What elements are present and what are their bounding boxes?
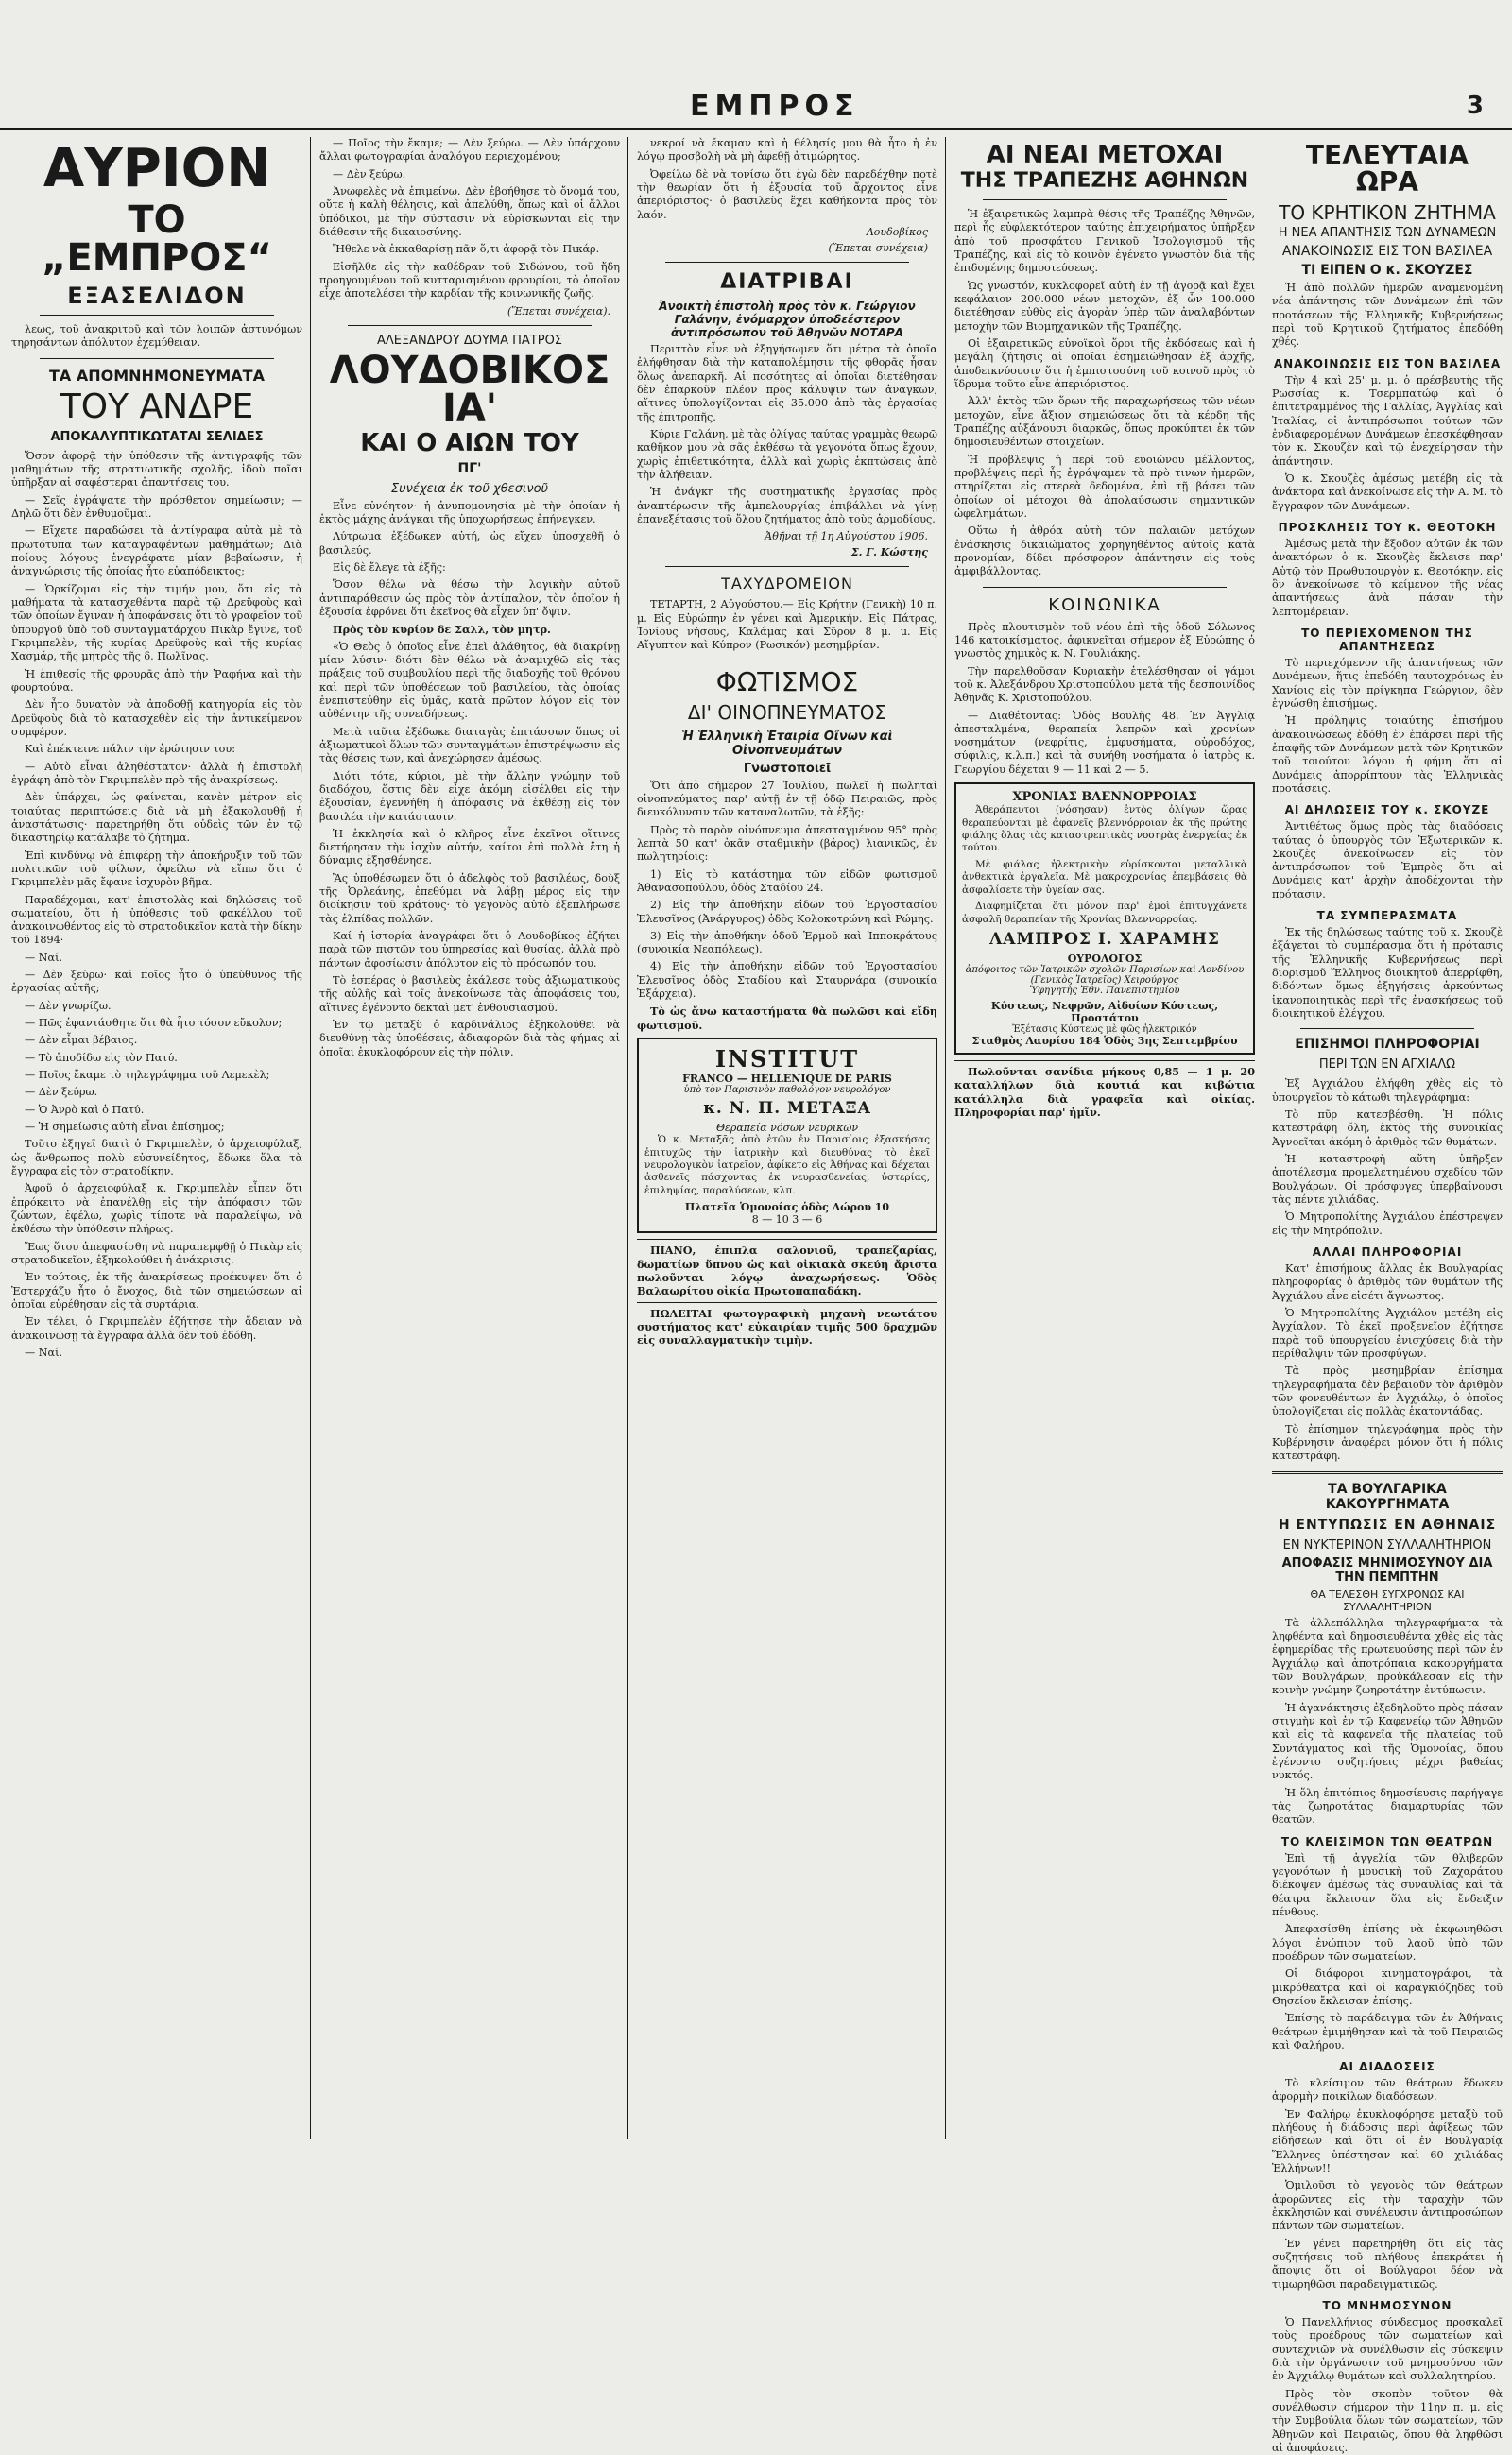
article-text: — Αὐτὸ εἶναι ἀληθέστατον· ἀλλὰ ἡ ἐπιστολὴ ἐγράφη ἀπὸ τὸν Γκριμπελὲν πρὸ τῆς ἀνακρίσεως. — [11, 760, 302, 786]
article-text: Ἡ ἐκκλησία καὶ ὁ κλῆρος εἶνε ἐκεῖνοι οἵτινες διετήρησαν τὴν ἰσχὺν αὐτήν, καίτοι ἐπὶ πολλὰ ἔτη ἡ δύναμις ἐξησθένησε. — [319, 827, 620, 867]
article-text: Ἐν τῷ μεταξὺ ὁ καρδινάλιος ἐξηκολούθει νὰ διευθύνῃ τὰς ὑποθέσεις, ἀδιαφορῶν διὰ τὰς φήμας αἱ ὁποῖαι ἐκυκλοφόρουν εἰς τὴν πόλιν. — [319, 1019, 620, 1058]
article-text: Ὁ Πανελλήνιος σύνδεσμος προσκαλεῖ τοὺς προέδρους τῶν σωματείων καὶ συντεχνιῶν νὰ συνέλθωσιν εἰς σύσκεψιν διὰ τὴν ὀργάνωσιν τοῦ μνημοσύνου τῶν ἐν Ἀγχιάλῳ θυμάτων καὶ συλλαλητηρίου. — [1272, 2316, 1503, 2383]
advertisement — [954, 782, 1255, 1055]
article-text: — Ὁ Ἀνρὸ καὶ ὁ Πατύ. — [25, 1103, 145, 1116]
article-text: Εἰς δὲ ἔλεγε τὰ ἑξῆς: — [333, 560, 446, 574]
article-text: Ἔως ὅτου ἀπεφασίσθη νὰ παραπεμφθῇ ὁ Πικὰρ εἰς στρατοδικεῖον, ἐξηκολούθει ἡ ἀνάκρισις. — [11, 1240, 302, 1267]
headline-louis: ΛΟΥΔΟΒΙΚΟΣ ΙΑ' — [329, 348, 610, 430]
headline-cretan-question: ΤΟ ΚΡΗΤΙΚΟΝ ΖΗΤΗΜΑ — [1279, 201, 1496, 224]
signature: Λουδοβίκος — [866, 225, 928, 238]
article-text: Ὁ Μητροπολίτης Ἀγχιάλου ἐπέστρεψεν εἰς τὴν Μητρόπολιν. — [1272, 1210, 1503, 1237]
headline-skouzes: ΤΙ ΕΙΠΕΝ Ο κ. ΣΚΟΥΖΕΣ — [1301, 263, 1473, 278]
article-text: Τὸ κλείσιμον τῶν θεάτρων ἔδωκεν ἀφορμὴν ποικίλων διαδόσεων. — [1272, 2077, 1503, 2103]
article-text: Ἂς ὑποθέσωμεν ὅτι ὁ ἀδελφὸς τοῦ βασιλέως, δοὺξ τῆς Ὀρλεάνης, ἐπεθύμει νὰ λάβῃ μέρος εἰς τὴν διοίκησιν τοῦ κράτους· τὸ γεγονὸς αὐτὸ ἐξεπλήρωσε τὰς ἐλπίδας πολλῶν. — [319, 871, 620, 925]
headline-anchialos: ΠΕΡΙ ΤΩΝ ΕΝ ΑΓΧΙΑΛΩ — [1318, 1057, 1456, 1073]
open-letter-title: Ἀνοικτὴ ἐπιστολὴ πρὸς τὸν κ. Γεώργιον Γαλάνην, ἐνόμαρχον ὑποδεέστερον ἀντιπρόσωπον τοῦ Ἀθηνῶν ΝΟΤΑΡΑ — [659, 299, 916, 339]
serial-author: ΑΛΕΞΑΝΔΡΟΥ ΔΟΥΜΑ ΠΑΤΡΟΣ — [376, 333, 563, 348]
article-text: Ὀφείλω δὲ νὰ τονίσω ὅτι ἐγὼ δὲν παρεδέχθην ποτὲ τὴν θεωρίαν ὅτι ἡ ἐξουσία τοῦ ἄρχοντος εἶνε ἀπεριόριστος· ὁ βασιλεὺς ἔχει καθήκοντα πρὸς τὸν λαόν. — [637, 167, 937, 221]
article-text: — Δὲν γνωρίζω. — [25, 999, 112, 1012]
subheading: ΑΛΛΑΙ ΠΛΗΡΟΦΟΡΙΑΙ — [1312, 1245, 1463, 1260]
subheading: ΤΟ ΚΛΕΙΣΙΜΟΝ ΤΩΝ ΘΕΑΤΡΩΝ — [1280, 1834, 1494, 1848]
article-text: Πρὸς τὸ παρὸν οἰνόπνευμα ἀπεσταγμένον 95° πρὸς λεπτὰ 50 κατ' ὀκᾶν σταθμικὴν (βάρος) λιανικῶς, ἐν πωλητηρίοις: — [637, 823, 937, 864]
headline-emprosedition: ΤΟ „ΕΜΠΡΟΣ“ — [42, 198, 272, 280]
article-text: Διότι τότε, κύριοι, μὲ τὴν ἄλλην γνώμην τοῦ διαδόχου, ὅστις δὲν εἶχε ἀκόμη εἰσέλθει εἰς τὴν ἐξουσίαν, ἐγεννήθη ἡ ἀπόφασις νὰ ἐκθέσῃ εἰς τὸν βασιλέα τὴν κατάστασιν. — [319, 769, 620, 823]
article-text: Ἐν γένει παρετηρήθη ὅτι εἰς τὰς συζητήσεις τοῦ πλήθους ἐπεκράτει ἡ ἄποψις ὅτι οἱ Βούλγαροι δέον νὰ τιμωρηθῶσι παραδειγματικῶς. — [1272, 2237, 1503, 2291]
article-text: — Δὲν εἶμαι βέβαιος. — [25, 1034, 138, 1047]
headline-tomorrow: ΑΥΡΙΟΝ — [43, 138, 271, 199]
article-text: Δὲν ἦτο δυνατὸν νὰ ἀποδοθῇ κατηγορία εἰς τὸν Δρεϋφοὺς διὰ τὸ κατασχεθὲν εἰς τὴν ἀντικείμενον συμφέρον. — [11, 698, 302, 738]
divider — [983, 199, 1227, 200]
article-text: Ἀνωφελὲς νὰ ἐπιμείνω. Δὲν ἐβοήθησε τὸ ὄνομά του, οὔτε ἡ καλὴ θέλησις, καὶ ἀπελύθη, ὅπως καὶ οἱ ἄλλοι ὑπόδικοι, μὲ τὴν σύστασιν νὰ εὑρίσκωνται εἰς τὴν διάθεσιν τῆς δικαιοσύνης. — [319, 184, 620, 238]
headline-bulgarian-crimes: ΤΑ ΒΟΥΛΓΑΡΙΚΑ ΚΑΚΟΥΡΓΗΜΑΤΑ — [1325, 1481, 1450, 1512]
article-text: Ἡ ἐξαιρετικῶς λαμπρὰ θέσις τῆς Τραπέζης Ἀθηνῶν, περὶ ἧς εὐφλεκτότερον ταύτης ἐπιχειρήματος ὑπῆρξεν ἀπὸ τοῦ προσφάτου Γενικοῦ Ἰσολογισμοῦ τῆς Τραπέζης, καὶ εἰς τὸ κοινὸν ἐγένετο γνωστὸν διὰ τῆς ἐπιδομένης δημοσιεύσεως. — [954, 208, 1255, 275]
column-5 — [1272, 137, 1503, 2455]
subheading: ΑΝΑΚΟΙΝΩΣΙΣ ΕΙΣ ΤΟΝ ΒΑΣΙΛΕΑ — [1273, 356, 1502, 370]
ad-role: ἀπόφοιτος τῶν Ἰατρικῶν σχολῶν Παρισίων καὶ Λονδίνου (Γενικὸς Ἰατρεῖος) Χειρούργος — [965, 965, 1245, 987]
column-2 — [319, 137, 620, 2139]
article-text: Καί ἡ ἱστορία ἀναγράφει ὅτι ὁ Λουδοβίκος ἐζήτει παρὰ τῶν πιστῶν του ὑπηρεσίας καὶ θυσίας, ἀλλὰ πρὸ πάντων ἀφοσίωσιν ἀπόλυτον εἰς τὸ πρόσωπόν του. — [319, 930, 620, 970]
ad-line: ὑπὸ τὸν Παρισινὸν παθολόγον νευρολόγον — [683, 1085, 891, 1096]
classified-ad: ΠΩΛΕΙΤΑΙ φωτογραφικὴ μηχανὴ νεωτάτου συστήματος κατ' εὐκαιρίαν τιμῆς 500 δραχμῶν εἰς συναλλαγματικὴν τιμὴν. — [637, 1302, 937, 1348]
headline-new-answer: Η ΝΕΑ ΑΠΑΝΤΗΣΙΣ ΤΩΝ ΔΥΝΑΜΕΩΝ — [1278, 226, 1497, 240]
ad-line: Θεραπεία νόσων νευρικῶν — [715, 1122, 859, 1135]
advertisement — [637, 1038, 937, 1233]
headline-sixpages: ΕΞΑΣΕΛΙΔΟΝ — [67, 283, 247, 309]
ad-role: Ὑφηγητὴς Ἐθν. Πανεπιστημίου — [1029, 986, 1180, 997]
dateline: Ἀθῆναι τῇ 1η Αὐγούστου 1906. — [765, 530, 928, 543]
list-item: 2) Εἰς τὴν ἀποθήκην εἰδῶν τοῦ Ἐργοστασίου Ἐλευσῖνος (Ἀνάργυρος) ὁδὸς Κολοκοτρώνη καὶ Ρώμης. — [637, 899, 937, 925]
ad-address: Πλατεῖα Ὁμονοίας ὁδὸς Δώρου 10 — [684, 1201, 890, 1214]
article-text: Ἐπίσης τὸ παράδειγμα τῶν ἐν Ἀθήναις θεάτρων ἐμιμήθησαν καὶ τὰ τοῦ Πειραιῶς καὶ Φαλήρου. — [1272, 2012, 1503, 2052]
divider — [983, 587, 1227, 588]
article-text: Οἱ διάφοροι κινηματογράφοι, τὰ μικρόθεατρα καὶ οἱ καραγκιόζηδες τοῦ Θησείου ἔκλεισαν ἐπίσης. — [1272, 1967, 1503, 2007]
ad-subheading: FRANCO — HELLENIQUE DE PARIS — [682, 1073, 892, 1086]
headline-impression-athens: Η ΕΝΤΥΠΩΣΙΣ ΕΝ ΑΘΗΝΑΙΣ — [1278, 1517, 1497, 1533]
ad-specialty: Κύστεως, Νεφρῶν, Αἰδοίων Κύστεως, Προστάτου — [990, 1000, 1219, 1025]
ad-text: Διαφημίζεται ὅτι μόνον παρ' ἐμοὶ ἐπιτυγχάνετε ἀσφαλῆ θεραπείαν τῆς Χρονίας Βλεννορροίας. — [962, 901, 1247, 925]
article-text: Πρὸς τὸν σκοπὸν τοῦτον θὰ συνέλθωσιν σήμερον τὴν 11ην π. μ. εἰς τὴν Συμβούλια ὅλων τῶν σωματείων, τῶν Ἀθηνῶν καὶ Πειραιῶς, ὅπου θὰ ληφθῶσι αἱ ἀποφάσεις. — [1272, 2387, 1503, 2455]
headline-new-shares: ΑΙ ΝΕΑΙ ΜΕΤΟΧΑΙ — [986, 141, 1224, 169]
headline-century: ΚΑΙ Ο ΑΙΩΝ ΤΟΥ — [360, 428, 579, 457]
article-text: νεκροί νὰ ἔκαμαν καὶ ἡ θέλησίς μου θὰ ἦτο ἡ ἐν λόγῳ προσβολὴ νὰ μὴ ἀφεθῇ ἀτιμώρητος. — [637, 137, 937, 163]
column-3 — [637, 137, 937, 2139]
article-text: Ὁμιλοῦσι τὸ γεγονὸς τῶν θεάτρων ἀφορῶντες εἰς τὴν ταραχὴν τῶν ἐκκλησιῶν καὶ συνέλευσιν ἀντιπροσώπων πάντων τῶν σωματείων. — [1272, 2179, 1503, 2233]
column-rule — [945, 137, 946, 2139]
article-text: Εἰσῆλθε εἰς τὴν καθέδραν τοῦ Σιδώνου, τοῦ ἤδη προηγουμένου τοῦ κυτταρισμένου φρουρίου, τὸ ὁποῖον εἶχε ἀποτελέσει τὴν καρδίαν τῆς κοινωνικῆς ζωῆς. — [319, 260, 620, 300]
article-text: Οὕτω ἡ ἀθρόα αὐτὴ τῶν παλαιῶν μετόχων ἐνάσκησις δικαιώματος χορηγηθέντος αὐτοῖς κατὰ προνομίαν, δίδει πρόσφορον ἀπάντησιν εἰς τοὺς ἀμφιβάλλοντας. — [954, 524, 1255, 578]
subheading: ΑΙ ΔΗΛΩΣΕΙΣ ΤΟΥ κ. ΣΚΟΥΖΕ — [1284, 803, 1490, 817]
ad-role: ΟΥΡΟΛΟΓΟΣ — [1067, 953, 1143, 966]
masthead — [0, 90, 1512, 130]
ad-doctor-name: ΛΑΜΠΡΟΣ Ι. ΧΑΡΑΜΗΣ — [989, 930, 1220, 950]
column-4 — [954, 137, 1255, 2139]
article-text: Ὅτι ἀπὸ σήμερον 27 Ἰουλίου, πωλεῖ ἡ πωληταὶ οἰνοπνεύματος παρ' αὐτῇ ἐν τῇ ὁδῷ Πειραιῶς, πρὸς διευκόλυνσιν τῶν καταναλωτῶν, τὰ ἑξῆς: — [637, 779, 937, 819]
article-text: Ἐν τέλει, ὁ Γκριμπελὲν ἐζήτησε τὴν ἄδειαν νὰ ἀνακοινώσῃ τὰ ἔγγραφα ἀλλὰ δὲν τοῦ ἐδόθη. — [11, 1315, 302, 1342]
article-text: — Ναί. — [25, 1347, 63, 1360]
article-text: Ἀλλ' ἐκτὸς τῶν ὅρων τῆς παραχωρήσεως τῶν νέων μετοχῶν, εἶνε ἄξιον σημειώσεως ὅτι τὰ κέρδη τῆς Τραπέζης αὐξάνουσι διαρκῶς, ὅπως προκύπτει ἐκ τῶν δημοσιευθέντων στοιχείων. — [954, 395, 1255, 449]
article-text: Τὸ ἐπίσημον τηλεγράφημα πρὸς τὴν Κυβέρνησιν ἀναφέρει μόνον ὅτι ἡ πόλις κατεστράφη. — [1272, 1422, 1503, 1463]
article-text: Ἀμέσως μετὰ τὴν ἔξοδον αὐτῶν ἐκ τῶν ἀνακτόρων ὁ κ. Σκουζὲς ἔκλεισε παρ' Αὐτῷ τὸν Πρωθυπουργὸν κ. Θεοτόκην, εἰς ὃν ἀνεκοίνωσε τὸ κείμενον τῆς νέας ἀπαντήσεως ἀνὰ πάσαν τὴν λεπτομέρειαν. — [1272, 537, 1503, 618]
article-text: Ἤθελε νὰ ἐκκαθαρίσῃ πᾶν ὅ,τι ἀφορᾷ τὸν Πικάρ. — [333, 243, 600, 256]
article-text: Ἐξ Ἀγχιάλου ἐλήφθη χθὲς εἰς τὸ ὑπουργεῖον τὸ κάτωθι τηλεγράφημα: — [1272, 1077, 1503, 1104]
article-text: Ἡ πρόβλεψις ἡ περὶ τοῦ εὐοιώνου μέλλοντος, προβλέψεις περὶ ἧς ἐγράψαμεν τὰ πρὸ τινων ἡμερῶν, στηρίζεται εἰς στερεὰ δεδομένα, ἐπὶ τῇ βάσει τῶν ὁποίων οἱ μέτοχοι θὰ ἀπολαύσωσιν σημαντικῶν ὠφελημάτων. — [954, 453, 1255, 520]
article-text: Τὰ πρὸς μεσημβρίαν ἐπίσημα τηλεγραφήματα δὲν βεβαιοῦν τὸν ἀριθμὸν τῶν φονευθέντων ἐν Ἀγχιάλῳ, ὁ ὁποῖος ὑπολογίζεται εἰς πολλὰς ἑκατοντάδας. — [1272, 1365, 1503, 1418]
divider — [665, 566, 909, 567]
column-rule — [627, 137, 628, 2139]
article-text: Οἱ ἐξαιρετικῶς εὐνοϊκοὶ ὅροι τῆς ἐκδόσεως καὶ ἡ μεγάλη ζήτησις αἱ ὁποῖαι ἐσημειώθησαν ἐξ ἀρχῆς, ἀποδεικνύουσιν ὅτι ἡ ἐμπιστοσύνη τοῦ κοινοῦ πρὸς τὸ ἵδρυμα τοῦτο εἶνε ἀπεριόριστος. — [954, 336, 1255, 390]
article-text: λεως, τοῦ ἀνακριτοῦ καὶ τῶν λοιπῶν ἀστυνόμων τηρησάντων ἀπόλυτον ἐχεμύθειαν. — [11, 323, 302, 350]
article-text: Ἐν Φαλήρῳ ἐκυκλοφόρησε μεταξὺ τοῦ πλήθους ἡ διάδοσις περὶ ἀφίξεως τῶν εἰδήσεων καὶ ὅτι οἱ ἐν Βουλγαρίᾳ Ἕλληνες ὑπέστησαν καὶ 60 χιλιάδας Ἑλλήνων!! — [1272, 2107, 1503, 2175]
article-text: Δὲν ὑπάρχει, ὡς φαίνεται, κανὲν μέτρον εἰς τοιαύτας περιπτώσεις διὰ νὰ μὴ ἐξακολουθῇ ἡ ἀναστάτωσις· παρετηρήθη ὅτι οὐδεὶς τῶν ἐν τῷ δικαστηρίῳ κατάλαβε τὸ ζήτημα. — [11, 791, 302, 845]
ad-text: Μὲ φιάλας ἡλεκτρικὴν εὑρίσκονται μεταλλικὰ ἀνθεκτικὰ ἐργαλεῖα. Μὲ μακροχρονίας ἐπεμβάσεις θὰ ἀσφαλίσετε τὴν ὑγείαν σας. — [962, 858, 1247, 896]
article-text: Πρὸς πλουτισμὸν τοῦ νέου ἐπὶ τῆς ὁδοῦ Σόλωνος 146 κατοικίσματος, ἀφικνεῖται σήμερον ἐξ Εὐρώπης ὁ γνωστὸς χημικὸς κ. Ν. Γουλιάκης. — [954, 620, 1255, 661]
article-text: — Διαθέτοντας: Ὁδὸς Βουλῆς 48. Ἐν Ἀγγλίᾳ ἀπεσταλμένα, θεραπεία λεπρῶν καὶ χρονίων νοσημάτων (νεφρίτις, ἐμφυσήματα, οὐροδόχος, σύφιλις, κ.λ.π.) καὶ τὰ συνήθη νοσήματα ὁ ἰατρὸς κ. Γεωργίου δέχεται 9 — 11 καὶ 2 — 5. — [954, 709, 1255, 776]
article-text: — Τὸ ἀποδίδω εἰς τὸν Πατύ. — [25, 1051, 178, 1064]
article-text: Τὰ ἀλλεπάλληλα τηλεγραφήματα τὰ ληφθέντα καὶ δημοσιευθέντα χθὲς εἰς τὰς ἐφημερίδας τῆς πρωτευούσης περὶ τῶν ἐν Ἀγχιάλῳ καὶ ἀποτρόπαια κακουργήματα τῶν Βουλγάρων, προὐκάλεσαν εἰς τὴν κοινὴν γνώμην ζωηροτάτην ἐντύπωσιν. — [1272, 1616, 1503, 1697]
article-text: Τὸ ἑσπέρας ὁ βασιλεὺς ἐκάλεσε τοὺς ἀξιωματικοὺς τῆς αὐλῆς καὶ τοῖς ἀνεκοίνωσε τὰς ἀποφάσεις του, αἵτινες ἐγένοντο δεκταὶ μετ' ἐνθουσιασμοῦ. — [319, 974, 620, 1014]
list-item: 3) Εἰς τὴν ἀποθήκην ὁδοῦ Ἑρμοῦ καὶ Ἱπποκράτους (συνοικία Νεαπόλεως). — [637, 929, 937, 956]
divider — [1272, 1471, 1503, 1474]
article-text: Περιττὸν εἶνε νὰ ἐξηγήσωμεν ὅτι μέτρα τὰ ὁποῖα ἐλήφθησαν διὰ τὴν καταπολέμησιν τῆς φθορᾶς ἦσαν ὅλως ἀνεπαρκῆ. Αἱ ποσότητες αἱ ὁποῖαι διετέθησαν δὲν ἐπαρκοῦν πλέον πρὸς κάλυψιν τῶν ἀναγκῶν, αἵτινες ὑπολογίζονται εἰς 35.000 ἀπὸ τὰς ἐργασίας τῆς ἐπιτροπῆς. — [637, 342, 937, 423]
ad-hours: Ἐξέτασις Κύστεως μὲ φῶς ἠλεκτρικόν — [1012, 1024, 1197, 1036]
subheading: ΤΟ ΜΝΗΜΟΣΥΝΟΝ — [1322, 2299, 1452, 2313]
newspaper-title: ΕΜΠΡΟΣ — [690, 90, 860, 123]
column-1 — [11, 137, 302, 2139]
headline-lighting: ΦΩΤΙΣΜΟΣ — [715, 665, 859, 697]
headline-social: ΚΟΙΝΩΝΙΚΑ — [1048, 594, 1161, 615]
article-text: — Δὲν ξεύρω. — [25, 1086, 98, 1099]
divider — [665, 262, 909, 263]
subheading: ΤΟ ΠΕΡΙΕΧΟΜΕΝΟΝ ΤΗΣ ΑΠΑΝΤΗΣΕΩΣ — [1301, 626, 1473, 653]
headline-andre: ΤΟΥ ΑΝΔΡΕ — [60, 386, 254, 426]
ad-heading: ΧΡΟΝΙΑΣ ΒΛΕΝΝΟΡΡΟΙΑΣ — [1012, 790, 1197, 805]
article-text: — Πῶς ἐφαντάσθητε ὅτι θὰ ἦτο τόσον εὔκολον; — [25, 1017, 283, 1030]
page-number: 3 — [1466, 92, 1484, 120]
continued-note: (Ἕπεται συνέχεια). — [507, 304, 610, 318]
article-text: — Ποῖος τὴν ἔκαμε; — Δὲν ξεύρω. — Δὲν ὑπάρχουν ἄλλαι φωτογραφίαι ἀναλόγου περιεχομένου; — [319, 137, 620, 163]
headline-official-info: ΕΠΙΣΗΜΟΙ ΠΛΗΡΟΦΟΡΙΑΙ — [1295, 1037, 1480, 1053]
chapter-number: ΠΓ' — [457, 460, 482, 476]
headline-night-rally: ΕΝ ΝΥΚΤΕΡΙΝΟΝ ΣΥΛΛΑΛΗΤΗΡΙΟΝ — [1282, 1537, 1492, 1553]
article-text: — Εἴχετε παραδώσει τὰ ἀντίγραφα αὐτὰ μὲ τὰ πρωτότυπα τῶν καταγραφέντων μαθημάτων; Διὰ ποίους λόγους ἐνεγράφατε μίαν βεβαίωσιν, ἡ ἀναγνώρισις τῆς ὁποίας ἦτο εὐαπόδεικτος; — [11, 524, 302, 578]
article-text: Ὁ Μητροπολίτης Ἀγχιάλου μετέβη εἰς Ἀγχίαλον. Τὸ ἐκεῖ προξενεῖον ἐζήτησε παρὰ τοῦ ὑπουργείου ἐνισχύσεις διὰ τὴν περίθαλψιν τῶν προσφύγων. — [1272, 1307, 1503, 1361]
article-text: Ἡ ὅλη ἐπιτόπιος δημοσίευσις παρήγαγε τὰς ζωηροτάτας διαμαρτυρίας τῶν θεατῶν. — [1272, 1786, 1503, 1827]
article-text: Ἡ καταστροφὴ αὕτη ὑπῆρξεν ἀποτέλεσμα προμελετημένου σχεδίου τῶν Βουλγάρων. Οἱ πρόσφυγες ὑπερβαίνουσι τὰς πέντε χιλιάδας. — [1272, 1153, 1503, 1207]
company-name: Ἡ Ἑλληνικὴ Ἑταιρία Οἴνων καὶ Οἰνοπνευμάτων — [681, 729, 893, 758]
article-text: — Σεῖς ἐγράψατε τὴν πρόσθετον σημείωσιν; — Δηλῶ ὅτι δὲν ἐνθυμοῦμαι. — [11, 493, 302, 520]
article-text: Τοῦτο ἐξηγεῖ διατὶ ὁ Γκριμπελὲν, ὁ ἀρχειοφύλαξ, ὡς ἄνθρωπος πολὺ εὐσυνείδητος, ἔδωκε ὅλα τὰ ἔγγραφα εἰς τὸν στρατοδίκην. — [11, 1138, 302, 1178]
article-text: Λύτρωμα ἐξέδωκεν αὐτή, ὡς εἴχεν ὑποσχεθῆ ὁ βασιλεύς. — [319, 530, 620, 557]
article-text: Κατ' ἐπισήμους ἄλλας ἐκ Βουλγαρίας πληροφορίας ὁ ἀριθμὸς τῶν θυμάτων τῆς Ἀγχιάλου εἶνε εἰσέτι ἄγνωστος. — [1272, 1262, 1503, 1302]
headline-memoirs: ΤΑ ΑΠΟΜΝΗΜΟΝΕΥΜΑΤΑ — [49, 366, 265, 385]
article-text: Παραδέχομαι, κατ' ἐπιστολὰς καὶ δηλώσεις τοῦ σωματείου, ὅτι ἡ ὑπόθεσις τοῦ φακέλλου τοῦ ἀνακοινωθέντος εἰς τὸ στρατοδικεῖον κατὰ τὴν δίκην τοῦ 1894· — [11, 893, 302, 947]
article-text: — Ὡρκίζομαι εἰς τὴν τιμήν μου, ὅτι εἰς τὰ μαθήματα τὰ κατασχεθέντα παρὰ τῷ Δρεϋφοὺς καὶ τῶν ὁποίων ἔγιναν ἡ ἀποφάνσεις ὅτι τὸ γραφεῖον τοῦ ὑπουργοῦ ὑπὸ τοῦ συνταγματάρχου Πικὰρ ἔγινε, τοῦ Γκριμπελὲν, τῆς κυρίας Δρεϋφοὺς καὶ τῆς κυρίας Χασμάρ, τῆς μητρὸς τῆς δ. Πωλῖνας. — [11, 582, 302, 663]
article-text: Τὸ περιεχόμενον τῆς ἀπαντήσεως τῶν Δυνάμεων, ἥτις ἐπεδόθη ταυτοχρόνως ἐν Χανίοις εἰς τὸν πρίγκηπα Γεώργιον, δὲν ἐγνώσθη ἐπισήμως. — [1272, 656, 1503, 710]
article-text: — Δὲν ξεύρω· καὶ ποῖος ἦτο ὁ ὑπεύθυνος τῆς ἐργασίας αὐτῆς; — [11, 969, 302, 995]
ad-text: Ἀθεράπευτοι (νόσησαν) ἐντὸς ὀλίγων ὥρας θεραπεύονται μὲ ἀφανεῖς βλεννόρροιαν ἐκ τῆς πρώτης φιάλης ὅλας τὰς καταστρεπτικὰς νοσηρὰς ἐνεργείας ἐκ τούτου. — [962, 804, 1247, 854]
article-text: Ἡ ἀπὸ πολλῶν ἡμερῶν ἀναμενομένη νέα ἀπάντησις τῶν Δυνάμεων ἐπὶ τῶν προτάσεων τῆς Ἑλληνικῆς Κυβερνήσεως περὶ τοῦ Κρητικοῦ ζητήματος ἐπεδόθη χθές. — [1272, 282, 1503, 349]
article-text: Εἶνε εὐνόητον· ἡ ἀνυπομονησία μὲ τὴν ὁποίαν ἡ ἐκτὸς μάχης ἀνάγκαι τῆς ὑποχωρήσεως ἐπήνεγκεν. — [319, 499, 620, 525]
list-item: 4) Εἰς τὴν ἀποθήκην εἰδῶν τοῦ Ἐργοστασίου Ἐλευσῖνος ὁδὸς Σταδίου καὶ Σταυρνάρα (συνοικία Ἐξάρχεια). — [637, 960, 937, 1001]
subheading: ΤΑ ΣΥΜΠΕΡΑΣΜΑΤΑ — [1316, 909, 1458, 923]
article-text: Ἡ ἐπιθεσίς τῆς φρουρᾶς ἀπὸ τὴν Ῥαφήνα καὶ τὴν φουρτούνα. — [11, 667, 302, 694]
continued-from: Συνέχεια ἐκ τοῦ χθεσινοῦ — [390, 481, 549, 496]
ad-text: Ὁ κ. Μεταξᾶς ἀπὸ ἐτῶν ἐν Παρισίοις ἐξασκήσας ἐπιτυχῶς τὴν ἰατρικὴν καὶ διευθύνας τὸ ἐκεῖ νευρολογικὸν ἰατρεῖον, ἀφίκετο εἰς Ἀθήνας καὶ δέχεται ἀσθενεῖς πάσχοντας ἐκ νευρασθενείας, ὑστερίας, ἐπιληψίας, παραλύσεων, κλπ. — [644, 1134, 930, 1196]
article-text: — Ποῖος ἔκαμε τὸ τηλεγράφημα τοῦ Λεμεκὲλ; — [25, 1069, 270, 1082]
article-text: Ἐπὶ τῇ ἀγγελίᾳ τῶν θλιβερῶν γεγονότων ἡ μουσικὴ τοῦ Ζαχαράτου διέκοψεν ἀμέσως τὰς συναυλίας καὶ τὰ θέατρα ἔκλεισαν ὅλα εἰς ἔνδειξιν πένθους. — [1272, 1851, 1503, 1918]
article-text: Τὴν 4 καὶ 25' μ. μ. ὁ πρέσβευτὴς τῆς Ρωσσίας κ. Τσερμπατώφ καὶ ὁ ἐπιτετραμμένος τῆς Γαλλίας, Ἀγγλίας καὶ Ἰταλίας, οἱ ἀντιπρόσωποι τούτων τῶν ἐνδιαφερομένων Δυνάμεων ἐπεσκέφθησαν τὸν κ. Σκουζὲν καὶ τῷ ἐνεχείρησαν τὴν ἀπάντησιν. — [1272, 373, 1503, 468]
article-text: Πρὸς τὸν κυρίον δε Σαλλ, τὸν μητρ. — [333, 623, 551, 637]
article-text: — Δὲν ξεύρω. — [333, 167, 406, 180]
headline-last-hour: ΤΕΛΕΥΤΑΙΑ ΩΡΑ — [1305, 140, 1469, 197]
headline-revealing: ΑΠΟΚΑΛΥΠΤΙΚΩΤΑΤΑΙ ΣΕΛΙΔΕΣ — [50, 429, 264, 444]
headline-alcohol: ΔΙ' ΟΙΝΟΠΝΕΥΜΑΤΟΣ — [687, 700, 887, 724]
headline-post: ΤΑΧΥΔΡΟΜΕΙΟΝ — [721, 575, 853, 593]
ad-doctor-name: κ. Ν. Π. ΜΕΤΑΞΑ — [703, 1099, 871, 1119]
headline-bank-athens: ΤΗΣ ΤΡΑΠΕΖΗΣ ΑΘΗΝΩΝ — [960, 169, 1249, 193]
ad-address: Σταθμὸς Λαυρίου 184 Ὁδὸς 3ης Σεπτεμβρίου — [971, 1035, 1238, 1048]
classified-ad: ΠΙΑΝΟ, ἐπιπλα σαλονιοῦ, τραπεζαρίας, δωματίων ὕπνου ὡς καὶ οἰκιακὰ σκεύη ἄριστα πωλοῦνται λόγῳ ἀναχωρήσεως. Ὁδὸς Βαλαωρίτου οἰκία Πρωτοπαπαδάκη. — [637, 1239, 937, 1297]
divider — [40, 315, 274, 316]
article-text: Ἀντιθέτως ὅμως πρὸς τὰς διαδόσεις ταύτας ὁ ὑπουργὸς τῶν Ἐξωτερικῶν κ. Σκουζὲς ἀνεκοίνωσεν εἰς τὸν ἀντιπρόσωπον τοῦ Ἐμπρὸς ὅτι αἱ Δυνάμεις κατ' ἀρχὴν ἀποδέχονται τὴν πρότασιν. — [1272, 820, 1503, 901]
article-text: ΤΕΤΑΡΤΗ, 2 Αὐγούστου.— Εἰς Κρήτην (Γενικὴ) 10 π. μ. Εἰς Εὐρώπην ἐν γένει καὶ Ἀμερικήν. Εἰς Πάτρας, Ἰονίους νήσους, Καλάμας καὶ Σῦρον 8 μ. μ. Εἰς Αἴγυπτον καὶ Κύπρον (Ρωσικόν) μεσημβρίαν. — [637, 598, 937, 652]
article-text: Ἡ πρόληψις τοιαύτης ἐπισήμου ἀνακοινώσεως ἐδόθη ἐν ἐπάρσει περὶ τῆς ἐπαφῆς τῶν Δυνάμεων μετὰ τῶν Κρητικῶν τοῦ τοιούτου λόγου ἡ φήμη ὅτι αἱ Δυνάμεις ἀπορρίπτουν τὰς Ἑλληνικὰς προτάσεις. — [1272, 714, 1503, 795]
article-text: Μετὰ ταῦτα ἐξέδωκε διαταγὰς ἐπιτάσσων ὅπως οἱ ἀξιωματικοὶ ὅλων τῶν συνταγμάτων ἐπιστρέψωσιν εἰς τὰς θέσεις των, καὶ ἀνεχώρησεν ἀμέσως. — [319, 725, 620, 765]
article-text: «Ὁ Θεὸς ὁ ὁποῖος εἶνε ἐπεὶ ἀλάθητος, θὰ διακρίνῃ μίαν λύσιν· διότι δὲν θέλω νὰ ἀναμιχθῶ εἰς τὰς πράξεις τοῦ συμβουλίου περὶ τῆς διαδοχῆς τοῦ θρόνου καὶ περὶ τῶν ὑποθέσεων τοῦ βασιλείου, τὰς ὁποίας ἐνεπιστεύθην εἰς ὑμᾶς, κατὰ πρῶτον λόγον εἰς τὸν αὐθέντην τῆς συνειδήσεως. — [319, 640, 620, 721]
article-text: Ὅσον θέλω νὰ θέσω τὴν λογικὴν αὐτοῦ ἀντιπαράθεσιν ὡς πρὸς τὸν ἀντίπαλον, τὸν ὁποῖον ἡ ἐξουσία ἐφρόνει ὅτι ἐκεῖνος θὰ εἶχεν ὑπ' ὄψιν. — [319, 578, 620, 618]
divider — [1300, 1028, 1474, 1029]
article-text: Τὴν παρελθοῦσαν Κυριακὴν ἐτελέσθησαν οἱ γάμοι τοῦ κ. Ἀλεξάνδρου Χριστοπούλου μετὰ τῆς δεσποινίδος Ἀθηνᾶς Κ. Χριστοπούλου. — [954, 664, 1255, 705]
article-text: Τὸ πῦρ κατεσβέσθη. Ἡ πόλις κατεστράφη ὅλη, ἐκτὸς τῆς συνοικίας Ἀγνοεῖται ἀκόμη ὁ ἀριθμὸς τῶν θυμάτων. — [1272, 1108, 1503, 1148]
article-text: Ἡ ἀγανάκτησις ἐξεδηλοῦτο πρὸς πάσαν στιγμὴν καὶ ἐν τῷ Καφενείῳ τῶν Ἀθηνῶν καὶ εἰς τὰ καφενεῖα τῆς πλατείας τοῦ Συντάγματος καὶ τῆς Ὁμονοίας, ὅπου ἐγένοντο συζητήσεις μέχρι βαθείας νυκτός. — [1272, 1701, 1503, 1782]
ad-heading: INSTITUT — [714, 1045, 860, 1073]
article-text: — Ναί. — [25, 951, 63, 964]
ad-hours: 8 — 10 3 — 6 — [751, 1213, 823, 1227]
headline-rally: ΘΑ ΤΕΛΕΣΘΗ ΣΥΓΧΡΟΝΩΣ ΚΑΙ ΣΥΛΛΑΛΗΤΗΡΙΟΝ — [1310, 1588, 1465, 1613]
article-text: Ἐκ τῆς δηλώσεως ταύτης τοῦ κ. Σκουζὲ ἐξάγεται τὸ συμπέρασμα ὅτι ἡ πρότασις τῆς Ἑλληνικῆς Κυβερνήσεως περὶ διορισμοῦ Ἕλληνος διοικητοῦ ἀπερρίφθη, διδόντων ὅμως ἐξηγήσεις ἀρκούντως ἱκανοποιητικὰς περὶ τῆς ἐνασκήσεως τοῦ διοικητικοῦ ἐλέγχου. — [1272, 926, 1503, 1021]
divider — [40, 358, 274, 359]
article-text: Ὁ κ. Σκουζὲς ἀμέσως μετέβη εἰς τὰ ἀνάκτορα καὶ ἀνεκοίνωσε εἰς τὴν Α. Μ. τὸ ἔγγραφον τῶν Δυνάμεων. — [1272, 472, 1503, 512]
article-text: Καὶ ἐπέκτεινε πάλιν τὴν ἐρώτησιν του: — [25, 743, 235, 756]
article-text: Ὡς γνωστόν, κυκλοφορεῖ αὐτὴ ἐν τῇ ἀγορᾷ καὶ ἔχει κεφάλαιον 200.000 νέων μετοχῶν, ἐξ ὧν 100.000 διετέθησαν εὐθὺς εἰς ἀγορὰν ὑπὲρ τῶν ἀναλαβόντων μετοχὴν τῶν Βιομηχανικῶν τῆς Τραπέζης. — [954, 279, 1255, 333]
headline-memorial: ΑΠΟΦΑΣΙΣ ΜΗΝΙΜΟΣΥΝΟΥ ΔΙΑ ΤΗΝ ΠΕΜΠΤΗΝ — [1281, 1555, 1493, 1585]
divider — [348, 325, 592, 326]
continued-note: (Ἕπεται συνέχεια) — [828, 241, 928, 254]
signature: Σ. Γ. Κώστης — [850, 546, 928, 559]
list-item: 1) Εἰς τὸ κατάστημα τῶν εἰδῶν φωτισμοῦ Ἀθανασοπούλου, ὁδὸς Σταδίου 24. — [637, 867, 937, 894]
subheading: ΠΡΟΣΚΛΗΣΙΣ ΤΟΥ κ. ΘΕΟΤΟΚΗ — [1278, 520, 1497, 534]
article-text: Κύριε Γαλάνη, μὲ τὰς ὀλίγας ταύτας γραμμὰς θεωρῶ καθῆκον μου νὰ σᾶς ἐκθέσω τὰ γεγονότα ὅπως ἔχουν, χωρὶς ἐπιθετικότητα, ἀλλὰ καὶ χωρὶς ἐκπτώσεις ἀπὸ τὴν ἀλήθειαν. — [637, 427, 937, 481]
article-text: Ἀφοῦ ὁ ἀρχειοφύλαξ κ. Γκριμπελὲν εἶπεν ὅτι ἐπρόκειτο νὰ ἐπανέλθῃ εἰς τὴν ἀπόφασιν τῶν ζώντων, ἐφέλω, χωρὶς τίποτε νὰ παραλείψω, νὰ ἐκθέσω τὴν ὑπόθεσιν πλήρως. — [11, 1182, 302, 1236]
article-text: Ἡ ἀνάγκη τῆς συστηματικῆς ἐργασίας πρὸς ἀναπτέρωσιν τῆς ἀμπελουργίας ἐπιβάλλει νὰ γίνῃ ἐπανεξέτασις τοῦ ὅλου ζητήματος ἀπὸ τοὺς ἁρμοδίους. — [637, 486, 937, 525]
article-text: Ἀπεφασίσθη ἐπίσης νὰ ἐκφωνηθῶσι λόγοι ἐνώπιον τοῦ λαοῦ ὑπὸ τῶν προέδρων τῶν σωματείων. — [1272, 1923, 1503, 1963]
article-text: Ἐπὶ κινδύνῳ νὰ ἐπιφέρῃ τὴν ἀποκήρυξιν τοῦ τῶν πολιτικῶν τοῦ φίλων, ὀφείλω νὰ εἴπω ὅτι ὁ Γκριμπελὲν μᾶς ἔφανε ἰσχυρὸν βῆμα. — [11, 849, 302, 889]
subheading: ΑΙ ΔΙΑΔΟΣΕΙΣ — [1339, 2060, 1435, 2074]
announce: Γνωστοποιεῖ — [743, 761, 832, 776]
article-text: Τὸ ὡς ἄνω καταστήματα θὰ πωλῶσι καὶ εἴδη φωτισμοῦ. — [637, 1004, 937, 1032]
article-text: Ὅσον ἀφορᾷ τὴν ὑπόθεσιν τῆς ἀντιγραφῆς τῶν μαθημάτων τῆς στρατιωτικῆς σχολῆς, ἰδοὺ ποῖαι ὑπῆρξαν αἱ σαφέστεραι ἀπαντήσεις του. — [11, 449, 302, 489]
article-text: — Ἡ σημείωσις αὐτὴ εἶναι ἐπίσημος; — [25, 1121, 225, 1134]
article-text: Ἐν τούτοις, ἐκ τῆς ἀνακρίσεως προέκυψεν ὅτι ὁ Ἐστερχάζυ ἦτο ὁ ἔνοχος, διὰ τῶν σημειώσεων αἱ ὁποῖαι εὑρέθησαν εἰς τὰ συρτάρια. — [11, 1271, 302, 1312]
column-rule — [310, 137, 311, 2139]
headline-to-king: ΑΝΑΚΟΙΝΩΣΙΣ ΕΙΣ ΤΟΝ ΒΑΣΙΛΕΑ — [1281, 244, 1493, 259]
headline-diatribes: ΔΙΑΤΡΙΒΑΙ — [720, 269, 854, 294]
classified-ad: Πωλοῦνται σανίδια μήκους 0,85 — 1 μ. 20 καταλλήλων διὰ κουτιά και κιβώτια κατάλληλα διὰ γραφεῖα καὶ οἰκίας. Πληροφορίαι παρ' ἡμῖν. — [954, 1060, 1255, 1119]
